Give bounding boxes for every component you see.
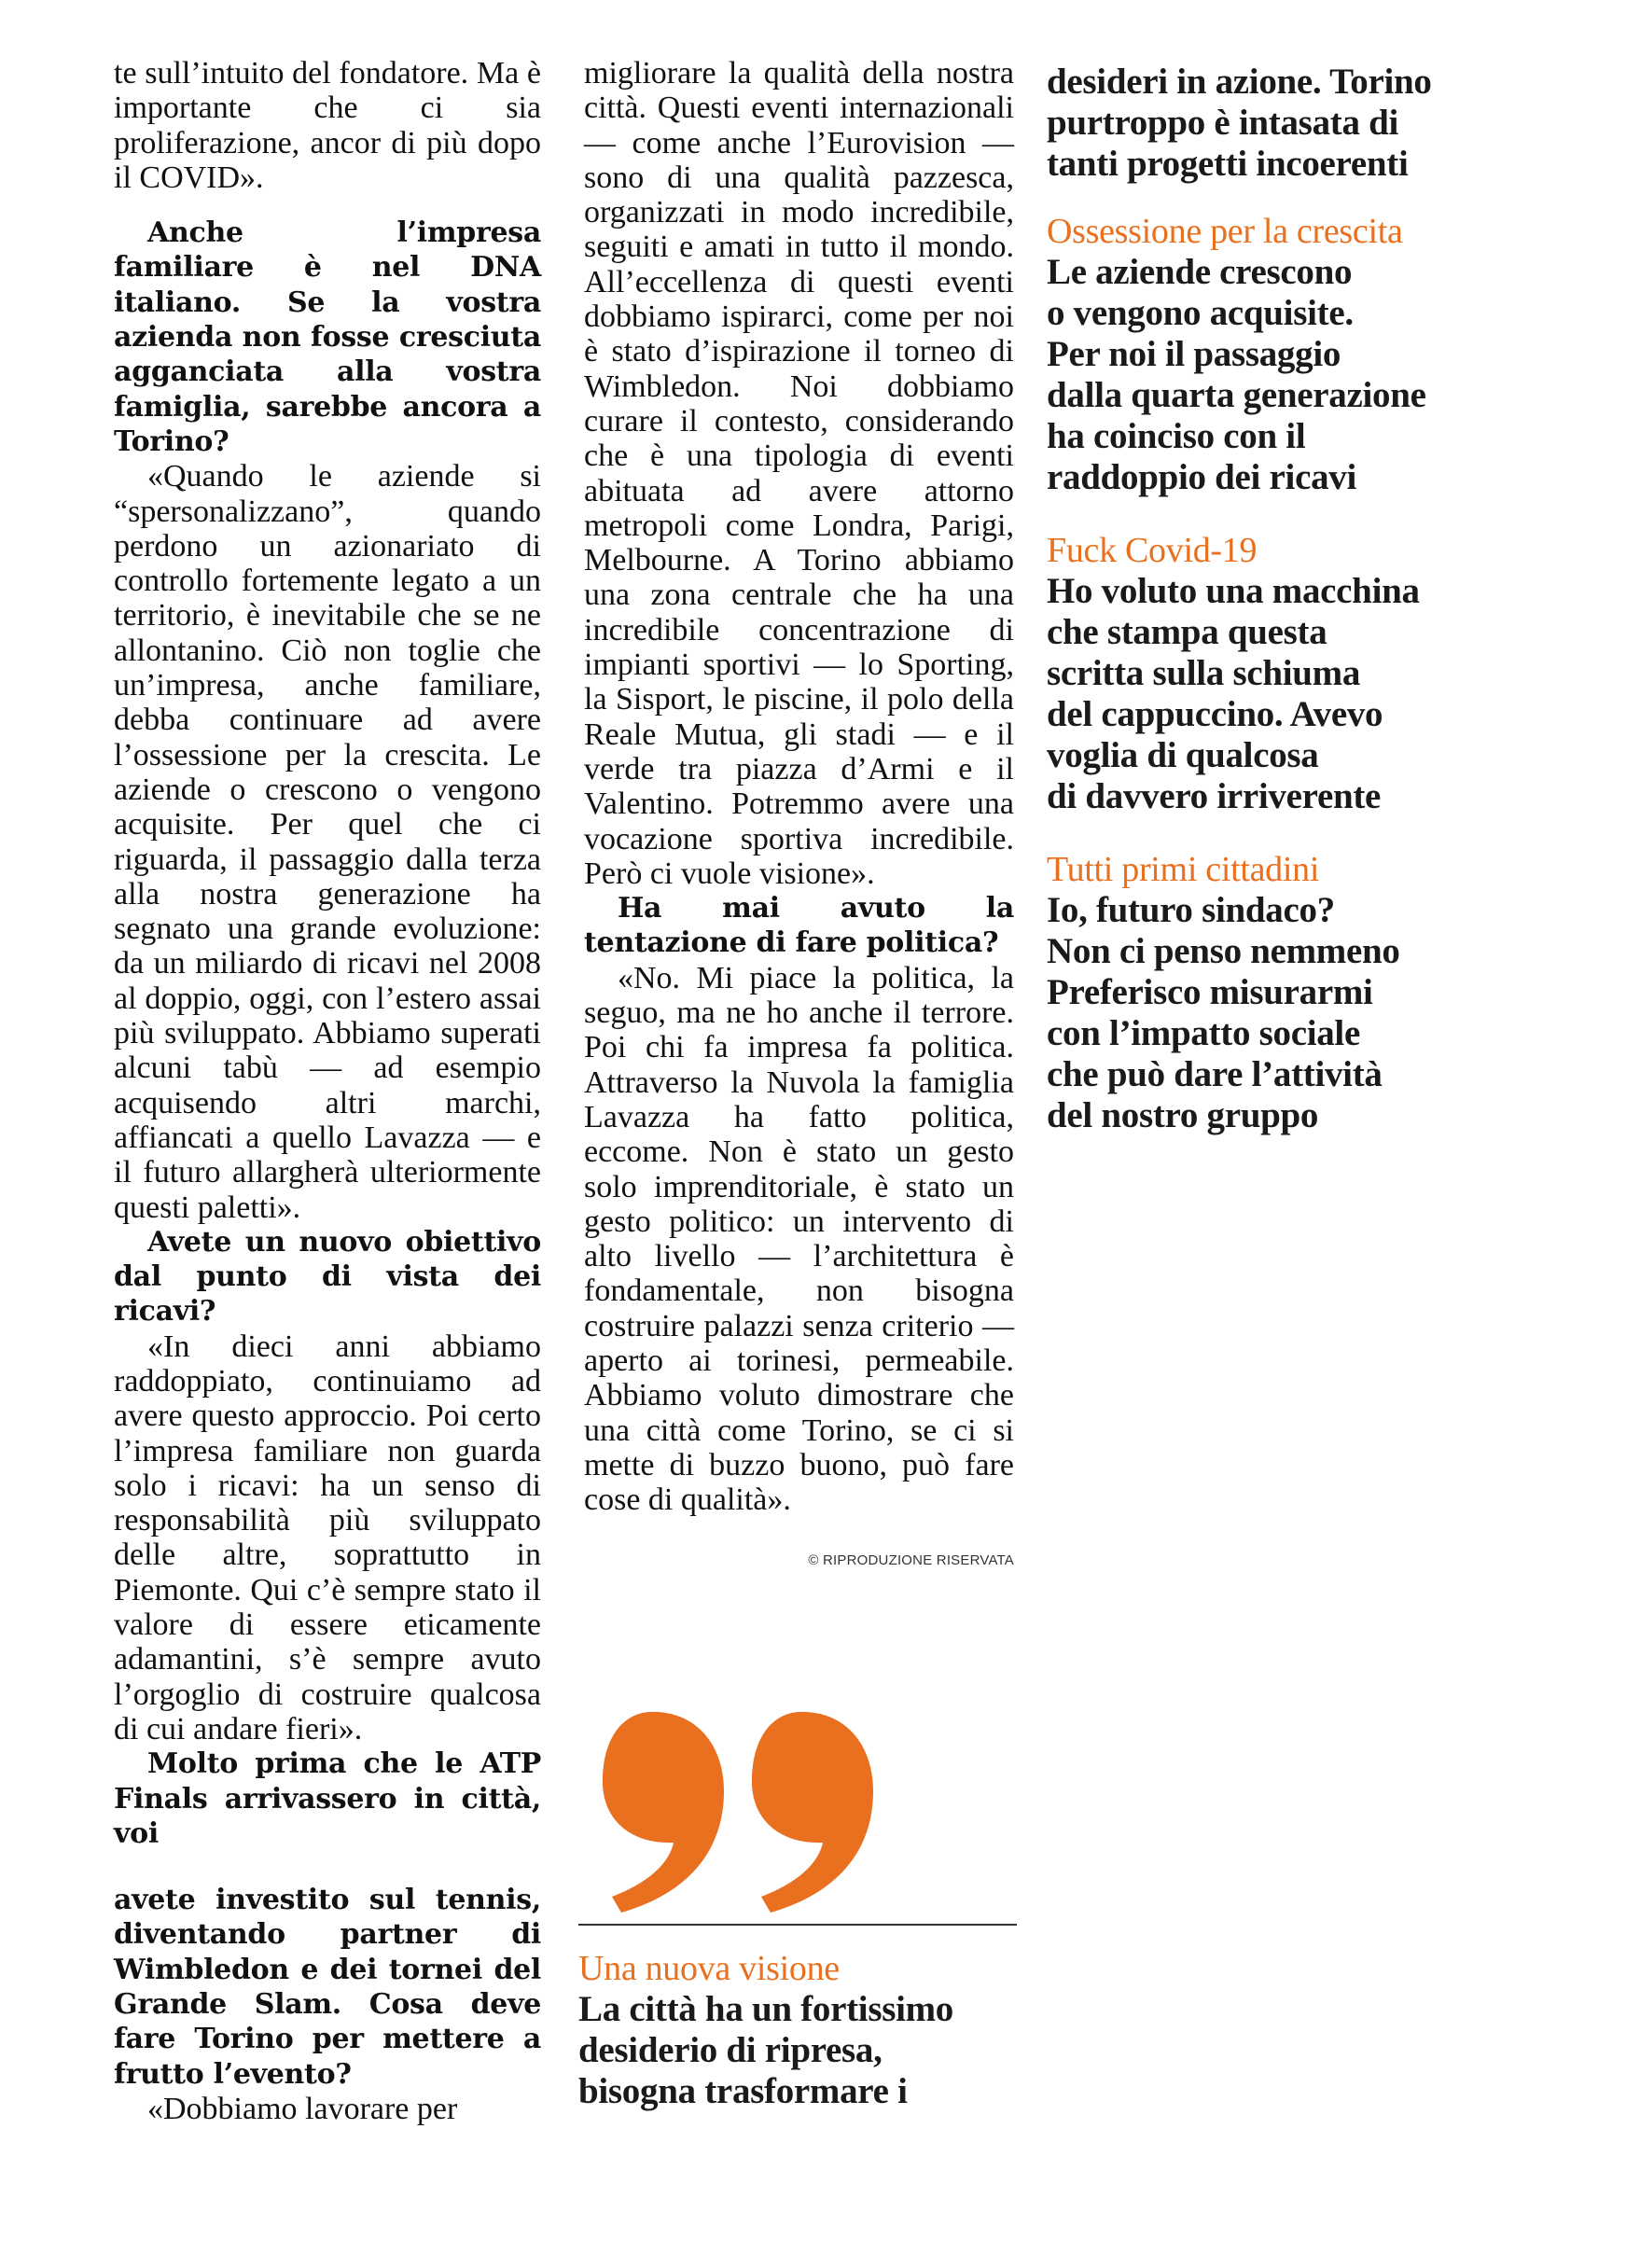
article-column-1: [114, 56, 541, 2126]
pull-quote-line: desiderio di ripresa,: [578, 2030, 882, 2070]
interview-question: Anche l’impresa familiare è nel DNA italiano. Se la vostra azienda non fosse cresciuta agganciata alla vostra famiglia, sarebbe ancora a Torino?: [114, 216, 541, 458]
pull-quote-line: Le aziende crescono: [1047, 252, 1353, 292]
pull-quote-line: Non ci penso nemmeno: [1047, 931, 1400, 971]
interview-question: Avete un nuovo obiettivo dal punto di vista dei ricavi?: [114, 1225, 541, 1329]
pull-quote-line: del nostro gruppo: [1047, 1095, 1319, 1135]
pull-quote-line: desideri in azione. Torino: [1047, 62, 1432, 102]
article-column-2: [584, 56, 1014, 1579]
interview-question: Molto prima che le ATP Finals arrivassero in città, voi: [114, 1747, 541, 1850]
pull-quote-visione: [578, 1948, 1063, 2112]
pull-quote-line: Ho voluto una macchina: [1047, 571, 1420, 611]
divider: [578, 1924, 1017, 1926]
pull-quote-kicker: Ossessione per la crescita: [1047, 212, 1403, 251]
pull-quote-kicker: Una nuova visione: [578, 1949, 840, 1988]
pull-quote-kicker: Fuck Covid-19: [1047, 531, 1258, 570]
pull-quote-covid: [1047, 530, 1606, 817]
body-paragraph: migliorare la qualità della nostra città. Questi eventi internazionali — come anche l’Eurovision — sono di una qualità pazzesca, organizzati in modo incredibile, seguiti e amati in tutto il mondo. All’eccellenza di questi eventi dobbiamo ispirarci, come per noi è stato d’ispirazione il torneo di Wimbledon. Noi dobbiamo curare il contesto, considerando che è una tipologia di eventi abituata ad avere attorno metropoli come Londra, Parigi, Melbourne. A Torino abbiamo una zona centrale che ha una incredibile concentrazione di impianti sportivi — lo Sporting, la Sisport, le piscine, il polo della Reale Mutua, gli stadi — e il verde tra piazza d’Armi e il Valentino. Potremmo avere una vocazione sportiva incredibile. Però ci vuole visione».: [584, 56, 1014, 891]
pull-quote-line: purtroppo è intasata di: [1047, 103, 1399, 143]
copyright-notice: © RIPRODUZIONE RISERVATA: [808, 1552, 1014, 1569]
pull-quote-line: voglia di qualcosa: [1047, 735, 1319, 775]
body-paragraph: «Dobbiamo lavorare per: [147, 2091, 458, 2126]
pull-quote-line: dalla quarta generazione: [1047, 375, 1426, 415]
body-paragraph: «No. Mi piace la politica, la seguo, ma ne ho anche il terrore. Poi chi fa impresa fa politica. Attraverso la Nuvola la famiglia Lavazza ha fatto politica, eccome. Non è stato un gesto solo imprenditoriale, è stato un gesto politico: un intervento di alto livello — l’architettura è fondamentale, non bisogna costruire palazzi senza criterio — aperto ai torinesi, permeabile. Abbiamo voluto dimostrare che una città come Torino, se ci si mette di buzzo buono, può fare cose di qualità».: [584, 960, 1014, 1518]
pull-quote-line: di davvero irriverente: [1047, 776, 1382, 816]
body-paragraph: te sull’intuito del fondatore. Ma è importante che ci sia proliferazione, ancor di più dopo il COVID».: [114, 56, 541, 195]
pull-quote-cittadini: [1047, 849, 1606, 1136]
pull-quote-line: Preferisco misurarmi: [1047, 972, 1373, 1012]
pull-quote-line: ha coinciso con il: [1047, 416, 1306, 456]
pull-quote-line: bisogna trasformare i: [578, 2071, 908, 2111]
pull-quote-line: raddoppio dei ricavi: [1047, 457, 1357, 497]
pull-quote-line: La città ha un fortissimo: [578, 1989, 954, 2029]
pull-quote-continuation: [1047, 62, 1606, 185]
pull-quote-line: che può dare l’attività: [1047, 1054, 1383, 1094]
pull-quote-line: o vengono acquisite.: [1047, 293, 1354, 333]
quotation-mark-icon: [584, 1703, 882, 1927]
interview-question: Ha mai avuto la tentazione di fare politica?: [584, 892, 1014, 960]
pull-quote-line: che stampa questa: [1047, 612, 1327, 652]
body-paragraph: «In dieci anni abbiamo raddoppiato, continuiamo ad avere questo approccio. Poi certo l’impresa familiare non guarda solo i ricavi: ha un senso di responsabilità più sviluppato delle altre, soprattutto in Piemonte. Qui c’è sempre stato il valore di essere eticamente adamantini, s’è sempre avuto l’orgoglio di costruire qualcosa di cui andare fieri».: [114, 1329, 541, 1746]
interview-question-continued: avete investito sul tennis, diventando partner di Wimbledon e dei tornei del Grande Slam. Cosa deve fare Torino per mettere a frutto l’evento?: [114, 1884, 541, 2091]
body-paragraph: «Quando le aziende si “spersonalizzano”, quando perdono un azionariato di controllo fortemente legato a un territorio, è inevitabile che se ne allontanino. Ciò non toglie che un’impresa, anche familiare, debba continuare ad avere l’ossessione per la crescita. Le aziende o crescono o vengono acquisite. Per quel che ci riguarda, il passaggio dalla terza alla nostra generazione ha segnato una grande evoluzione: da un miliardo di ricavi nel 2008 al doppio, oggi, con l’estero assai più sviluppato. Abbiamo superati alcuni tabù — ad esempio acquisendo altri marchi, affiancati a quello Lavazza — e il futuro allargherà ulteriormente questi paletti».: [114, 459, 541, 1225]
pull-quote-kicker: Tutti primi cittadini: [1047, 850, 1320, 889]
pull-quote-line: Per noi il passaggio: [1047, 334, 1341, 374]
pull-quote-line: Io, futuro sindaco?: [1047, 890, 1335, 930]
pull-quote-line: tanti progetti incoerenti: [1047, 144, 1409, 184]
pull-quote-line: del cappuccino. Avevo: [1047, 694, 1383, 734]
pull-quote-line: con l’impatto sociale: [1047, 1013, 1360, 1053]
pull-quote-line: scritta sulla schiuma: [1047, 653, 1361, 693]
pull-quote-ossessione: [1047, 211, 1606, 498]
